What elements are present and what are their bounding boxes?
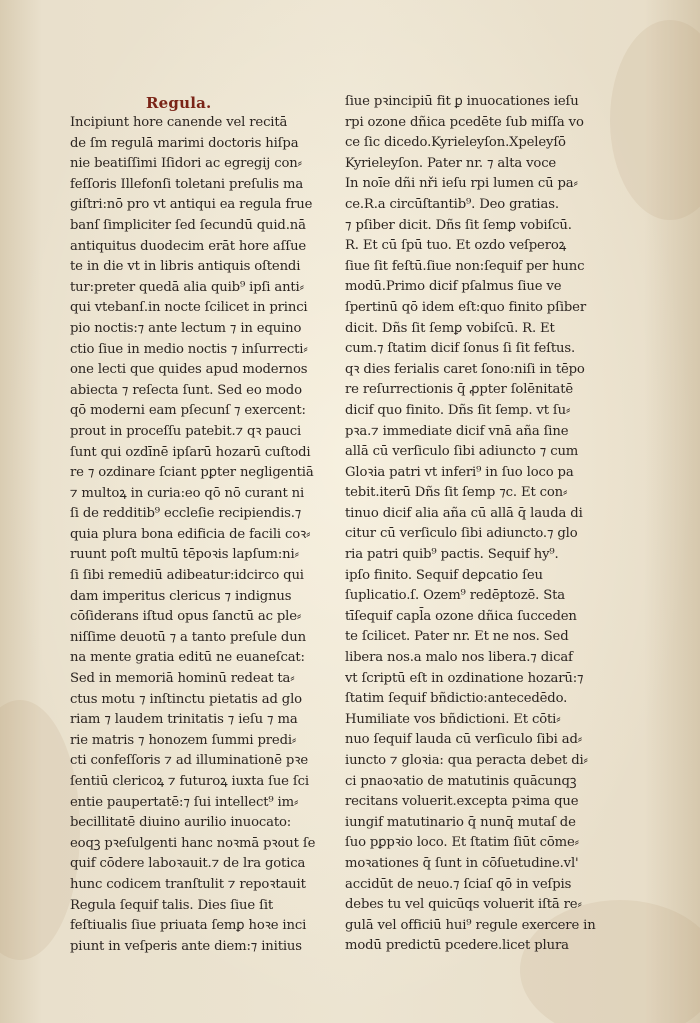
text-line: ce ſic dicedo.Kyrieleyſon.Xpeleyſō: [345, 135, 566, 151]
text-line: riam ⁊ laudem trinitatis ⁊ ieſu ⁊ ma: [70, 712, 298, 728]
text-line: te ſcilicet. Pater nr. Et ne nos. Sed: [345, 629, 569, 645]
text-line: R. Et cū ſpū tuo. Et ozdo veſperoꝝ: [345, 238, 567, 254]
text-line: giſtri:nō pro vt antiqui ea regula frue: [70, 197, 313, 213]
text-line: hunc codicem tranſtulit ⁊ repoꝛtauit: [70, 876, 306, 892]
text-line: cti confeſſoris ⁊ ad illuminationē pꝛe: [70, 753, 308, 769]
text-line: te in die vt in libris antiquis oſtendi: [70, 259, 301, 275]
text-line: Regula ſequif talis. Dies ſiue ſit: [70, 897, 274, 913]
text-line: quif cōdere laboꝛauit.⁊ de lra gotica: [70, 856, 306, 872]
text-line: pio noctis:⁊ ante lectum ⁊ in equino: [70, 320, 302, 336]
text-line: ci pnaoꝛatio de matutinis quācunqꝫ: [345, 773, 577, 789]
text-line: Sed in memoriā hominū redeat ta⸗: [70, 671, 295, 687]
text-line: ruunt poſt multū tēpoꝛis lapſum:ni⸗: [70, 547, 299, 563]
text-line: dam imperitus clericus ⁊ indignus: [70, 588, 292, 604]
text-line: ria patri quib⁹ pactis. Sequif hy⁹.: [345, 547, 559, 563]
text-line: feſtiualis ſiue priuata ſemꝑ hoꝛe inci: [70, 918, 307, 934]
text-line: na mente gratia editū ne euaneſcat:: [70, 650, 305, 666]
text-line: cum.⁊ ſtatim dicif ſonus ſi ſit feſtus.: [345, 341, 576, 357]
text-line: Humiliate vos bñdictioni. Et cōti⸗: [345, 711, 561, 727]
left-text-column: [70, 113, 335, 957]
text-line: cōſiderans iſtud opus ſanctū ac ple⸗: [70, 609, 302, 625]
text-line: dicif quo finito. Dñs ſit ſemp. vt ſu⸗: [345, 402, 571, 418]
text-line: moꝛationes q̄ ſunt in cōſuetudine.vl': [345, 855, 579, 871]
text-line: qui vtebanſ.in nocte ſcilicet in princi: [70, 300, 308, 316]
right-text-column: [345, 92, 615, 957]
text-line: nie beatiſſimi Iſidori ac egregij con⸗: [70, 156, 302, 172]
chapter-heading: Regula.: [146, 94, 212, 112]
text-line: ctus motu ⁊ inſtinctu pietatis ad glo: [70, 691, 302, 707]
text-line: eoqꝫ pꝛeſulgenti hanc noꝛmā pꝛout ſe: [70, 835, 316, 851]
text-line: ⁊ pſiber dicit. Dñs ſit ſemꝑ vobiſcū.: [345, 217, 572, 233]
text-line: ſtatim ſequif bñdictio:antecedēdo.: [345, 691, 568, 707]
text-line: Kyrieleyſon. Pater nr. ⁊ alta voce: [345, 155, 557, 171]
text-line: qꝛ dies ferialis caret ſono:niſi in tēpo: [345, 361, 585, 377]
text-line: gulā vel officiū hui⁹ regule exercere in: [345, 917, 596, 933]
text-line: antiquitus duodecim erāt hore aſſue: [70, 238, 307, 254]
text-line: qō moderni eam pſecunſ ⁊ exercent:: [70, 403, 306, 419]
text-line: dicit. Dñs ſit ſemꝑ vobiſcū. R. Et: [345, 320, 555, 336]
text-line: entie paupertatē:⁊ ſui intellect⁹ im⸗: [70, 794, 299, 810]
text-line: abiecta ⁊ reſecta ſunt. Sed eo modo: [70, 382, 302, 398]
text-line: ſiue pꝛincipiū fit ꝑ inuocationes ieſu: [345, 94, 579, 109]
text-line: accidūt de neuo.⁊ ſciaſ qō in veſpis: [345, 876, 572, 892]
text-line: citur cū verſiculo ſibi adiuncto.⁊ glo: [345, 526, 578, 542]
text-line: ſunt qui ozdīnē ipſarū hozarū cuſtodi: [70, 444, 311, 460]
text-line: one lecti que quides apud modernos: [70, 362, 308, 378]
text-line: In noīe dñi nři ieſu rpi lumen cū pa⸗: [345, 176, 578, 192]
text-line: tebit.iterū Dñs ſit ſemp ⁊c. Et con⸗: [345, 485, 568, 501]
text-line: ctio ſiue in medio noctis ⁊ inſurrecti⸗: [70, 341, 308, 357]
text-line: vt ſcriptū eſt in ozdinatione hozarū:⁊: [345, 670, 584, 686]
text-line: ſuplicatio.ſ. Ozem⁹ redēptozē. Sta: [345, 588, 565, 604]
text-line: ſuo pꝑpꝛio loco. Et ſtatim ſiūt cōme⸗: [345, 835, 579, 851]
text-line: ſi de redditib⁹ eccleſie recipiendis.⁊: [70, 506, 302, 522]
text-line: ſi ſibi remediū adibeatur:idcirco qui: [70, 568, 304, 584]
text-line: re ⁊ ozdinare ſciant pꝑter negligentiā: [70, 465, 314, 481]
text-line: Incipiunt hore canende vel recitā: [70, 115, 288, 130]
text-line: banſ ſimpliciter ſed ſecundū quid.nā: [70, 217, 306, 233]
text-line: modū.Primo dicif pſalmus ſiue ve: [345, 279, 562, 295]
text-line: quia plura bona edificia de facili coꝛ⸗: [70, 526, 311, 542]
paper-stain: [610, 20, 700, 220]
paper-stain: [0, 700, 80, 960]
text-line: modū predictū pcedere.licet plura: [345, 938, 569, 954]
text-line: nuo ſequif lauda cū verſiculo ſibi ad⸗: [345, 732, 583, 748]
text-line: iuncto ⁊ gloꝛia: qua peracta debet di⸗: [345, 753, 588, 768]
text-line: libera nos.a malo nos libera.⁊ dicaf: [345, 650, 573, 666]
text-line: ce.R.a circūſtantib⁹. Deo gratias.: [345, 196, 559, 212]
text-line: ⁊ multoꝝ in curia:eo qō nō curant ni: [70, 485, 305, 501]
text-line: Gloꝛia patri vt inferi⁹ in ſuo loco pa: [345, 464, 574, 480]
text-line: ſentiū clericoꝝ ⁊ futuroꝝ iuxta ſue ſci: [70, 774, 309, 789]
text-line: debes tu vel quicūqs voluerit iſtā re⸗: [345, 897, 582, 913]
text-line: recitans voluerit.excepta pꝛima que: [345, 794, 579, 810]
text-line: becillitatē diuino aurilio inuocato:: [70, 815, 292, 831]
text-line: prout in proceſſu patebit.⁊ qꝛ pauci: [70, 423, 302, 439]
text-line: rpi ozone dñica pcedēte ſub miſſa vo: [345, 114, 584, 130]
text-line: ſiue ſit feſtū.ſiue non:ſequif per hunc: [345, 258, 585, 274]
text-line: pꝛa.⁊ immediate dicif vnā aña ſine: [345, 423, 569, 439]
text-line: tinuo dicif alia aña cū allā q̄ lauda di: [345, 505, 583, 521]
text-line: feſſoris Illefonſi toletani preſulis ma: [70, 176, 304, 192]
text-line: re reſurrectionis q̄ ꝓpter ſolēnitatē: [345, 382, 574, 398]
text-line: de ſm regulā marimi doctoris hiſpa: [70, 135, 299, 151]
text-line: ipſo finito. Sequif deꝑcatio ſeu: [345, 567, 543, 583]
text-line: iungif matutinario q̄ nunq̄ mutaſ de: [345, 814, 576, 830]
text-line: ſpertinū qō idem eſt:quo finito pſiber: [345, 299, 586, 315]
text-line: tīſequif capl̄a ozone dñica ſucceden: [345, 608, 577, 624]
text-line: allā cū verſiculo ſibi adiuncto ⁊ cum: [345, 444, 579, 460]
text-line: tur:preter quedā alia quib⁹ ipſi anti⸗: [70, 279, 304, 295]
text-line: piunt in veſperis ante diem:⁊ initius: [70, 938, 302, 954]
text-line: rie matris ⁊ honozem ſummi predi⸗: [70, 732, 297, 748]
text-line: niſſime deuotū ⁊ a tanto preſule dun: [70, 629, 306, 645]
